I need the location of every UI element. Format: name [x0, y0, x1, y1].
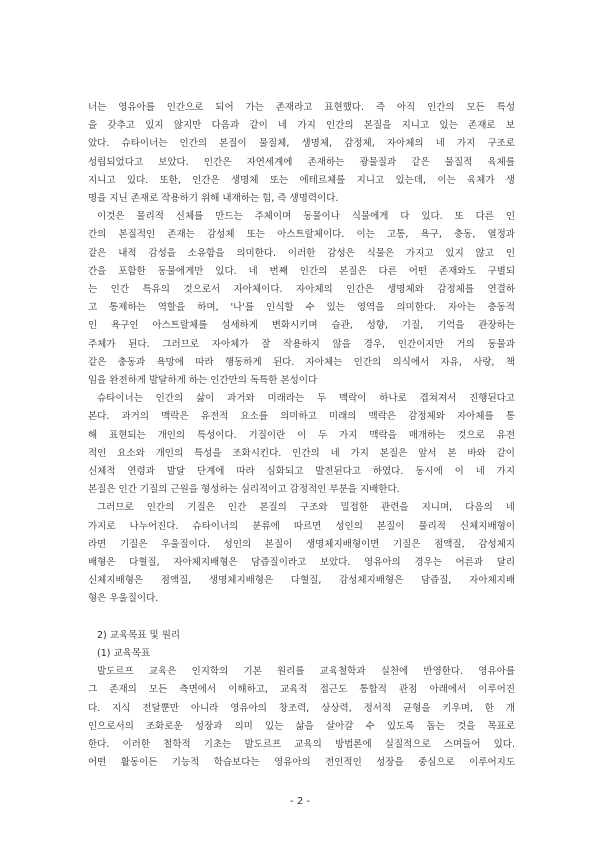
text-line: 이것은 물리적 신체를 만드는 주체이며 동물이나 식물에게 다 있다. 또 다른 인	[97, 211, 515, 223]
text-line: 명을 지닌 존재로 작용하기 위해 내재하는 힘, 즉 생명력이다.	[88, 193, 339, 205]
text-line: 인 욕구인 아스트랄체를 섬세하게 변화시키며 습관, 성향, 기질, 기억을 관장하는	[88, 320, 515, 332]
text-line: 본질은 인간 기질의 근원을 형성하는 심리적이고 감정적인 부분을 지배한다.	[88, 484, 400, 496]
text-line: 인으로서의 조화로운 성장과 의미 있는 삶을 살아갈 수 있도록 돕는 것을 목표로	[88, 720, 515, 732]
text-line: 임을 완전하게 발달하게 하는 인간만의 독특한 본성이다	[88, 375, 318, 387]
text-line: 적인 요소와 개인의 특성을 조화시킨다. 인간의 네 가지 본질은 앞서 본 바와 같이	[88, 447, 515, 459]
text-line: 형은 우울질이다.	[88, 593, 159, 605]
text-line: 같은 충동과 욕망에 따라 행동하게 된다. 자아체는 인간의 의식에서 자유, 사랑, 책	[88, 356, 515, 368]
text-line: 라면 기질은 우울질이다. 성인의 본질이 생명체지배형이면 기질은 점액질, 감성체지	[88, 538, 515, 550]
text-line: 고 통제하는 역할을 하며, '나'를 인식할 수 있는 영역을 의미한다. 자아는 충동적	[88, 302, 515, 314]
paragraph-1	[88, 99, 515, 208]
text-line: 가지로 나누어진다. 슈타이너의 분류에 따르면 성인의 본질이 물리적 신체지배형이	[88, 520, 515, 532]
text-line: 너는 영유아를 인간으로 되어 가는 존재라고 표현했다. 즉 아직 인간의 모든 특성	[88, 102, 515, 113]
text-line: 어떤 활동이든 기능적 학습보다는 영유아의 전인적인 성장을 중심으로 이루어지도	[88, 757, 515, 769]
text-line: 주체가 된다. 그러므로 자아체가 잘 작용하지 않을 경우, 인간이지만 거의 동물과	[88, 338, 515, 350]
text-line: 성립되었다고 보았다. 인간은 자연세계에 존재하는 광물질과 같은 물질적 육체를	[88, 156, 515, 168]
text-line: 한다. 이러한 철학적 기초는 발도르프 교육의 방법론에 실질적으로 스며들어 있다.	[88, 739, 515, 751]
paragraph-4	[88, 499, 515, 608]
text-line: 해 표현되는 개인의 특성이다. 기질이란 이 두 가지 맥락을 매개하는 것으로 유전	[88, 429, 515, 441]
text-line: 는 인간 특유의 것으로서 자아체이다. 자아체의 인간은 생명체와 감정체를 연결하	[88, 284, 515, 296]
page-number: - 2 -	[290, 796, 310, 807]
text-line: 간의 본질적인 존재는 감성체 또는 아스트랄체이다. 이는 고통, 욕구, 충동, 열정과	[88, 229, 515, 241]
text-line: 발도르프 교육은 인지학의 기본 원리를 교육철학과 실천에 반영한다. 영유아를	[97, 666, 515, 678]
paragraph-2	[88, 208, 515, 390]
body-text	[88, 99, 515, 773]
text-line: 같은 내적 감성을 소유함을 의미한다. 이러한 감성은 식물은 가지고 있지 않고 인	[88, 247, 515, 259]
text-line: 을 갖추고 있지 않지만 다음과 같이 네 가지 인간의 본질을 지니고 있는 존재로 보	[88, 120, 515, 132]
blank-line	[88, 609, 515, 627]
text-line: 본다. 과거의 맥락은 유전적 요소를 의미하고 미래의 맥락은 감정체와 자아체를 통	[88, 411, 515, 423]
section-subheading: (1) 교육목표	[97, 648, 151, 660]
paragraph-5	[88, 663, 515, 772]
text-line: 았다. 슈타이너는 인간의 본질이 물질체, 생명체, 감정체, 자아체의 네 가지 구조로	[88, 138, 515, 150]
text-line: 신체지배형은 점액질, 생명체지배형은 다혈질, 감성체지배형은 담즙질, 자아체지배	[88, 575, 515, 587]
section-heading: 2) 교육목표 및 원리	[97, 629, 181, 641]
text-line: 간을 포함한 동물에게만 있다. 네 번째 인간의 본질은 다른 어떤 존재와도 구별되	[88, 265, 515, 277]
text-line: 신체적 연령과 발달 단계에 따라 심화되고 발전된다고 하였다. 동시에 이 네 가지	[88, 466, 515, 478]
text-line: 지니고 있다. 또한, 인간은 생명체 또는 에테르체를 지니고 있는데, 이는 육체가 생	[88, 174, 515, 186]
text-line: 그러므로 인간의 기질은 인간 본질의 구조와 밀접한 관련을 지니며, 다음의 네	[97, 502, 515, 514]
paragraph-3	[88, 390, 515, 499]
text-line: 슈타이너는 인간의 삶이 과거와 미래라는 두 맥락이 하나로 겹쳐져서 진행된다고	[97, 393, 515, 405]
text-line: 배형은 다혈질, 자아체지배형은 담즙질이라고 보았다. 영유아의 경우는 어른과 달리	[88, 557, 515, 569]
text-line: 그 존재의 모든 측면에서 이해하고, 교육적 접근도 통합적 관점 아래에서 이루어진	[88, 684, 515, 696]
text-line: 다. 지식 전달뿐만 아니라 영유아의 창조력, 상상력, 정서적 균형을 키우며, 한 개	[88, 702, 515, 714]
